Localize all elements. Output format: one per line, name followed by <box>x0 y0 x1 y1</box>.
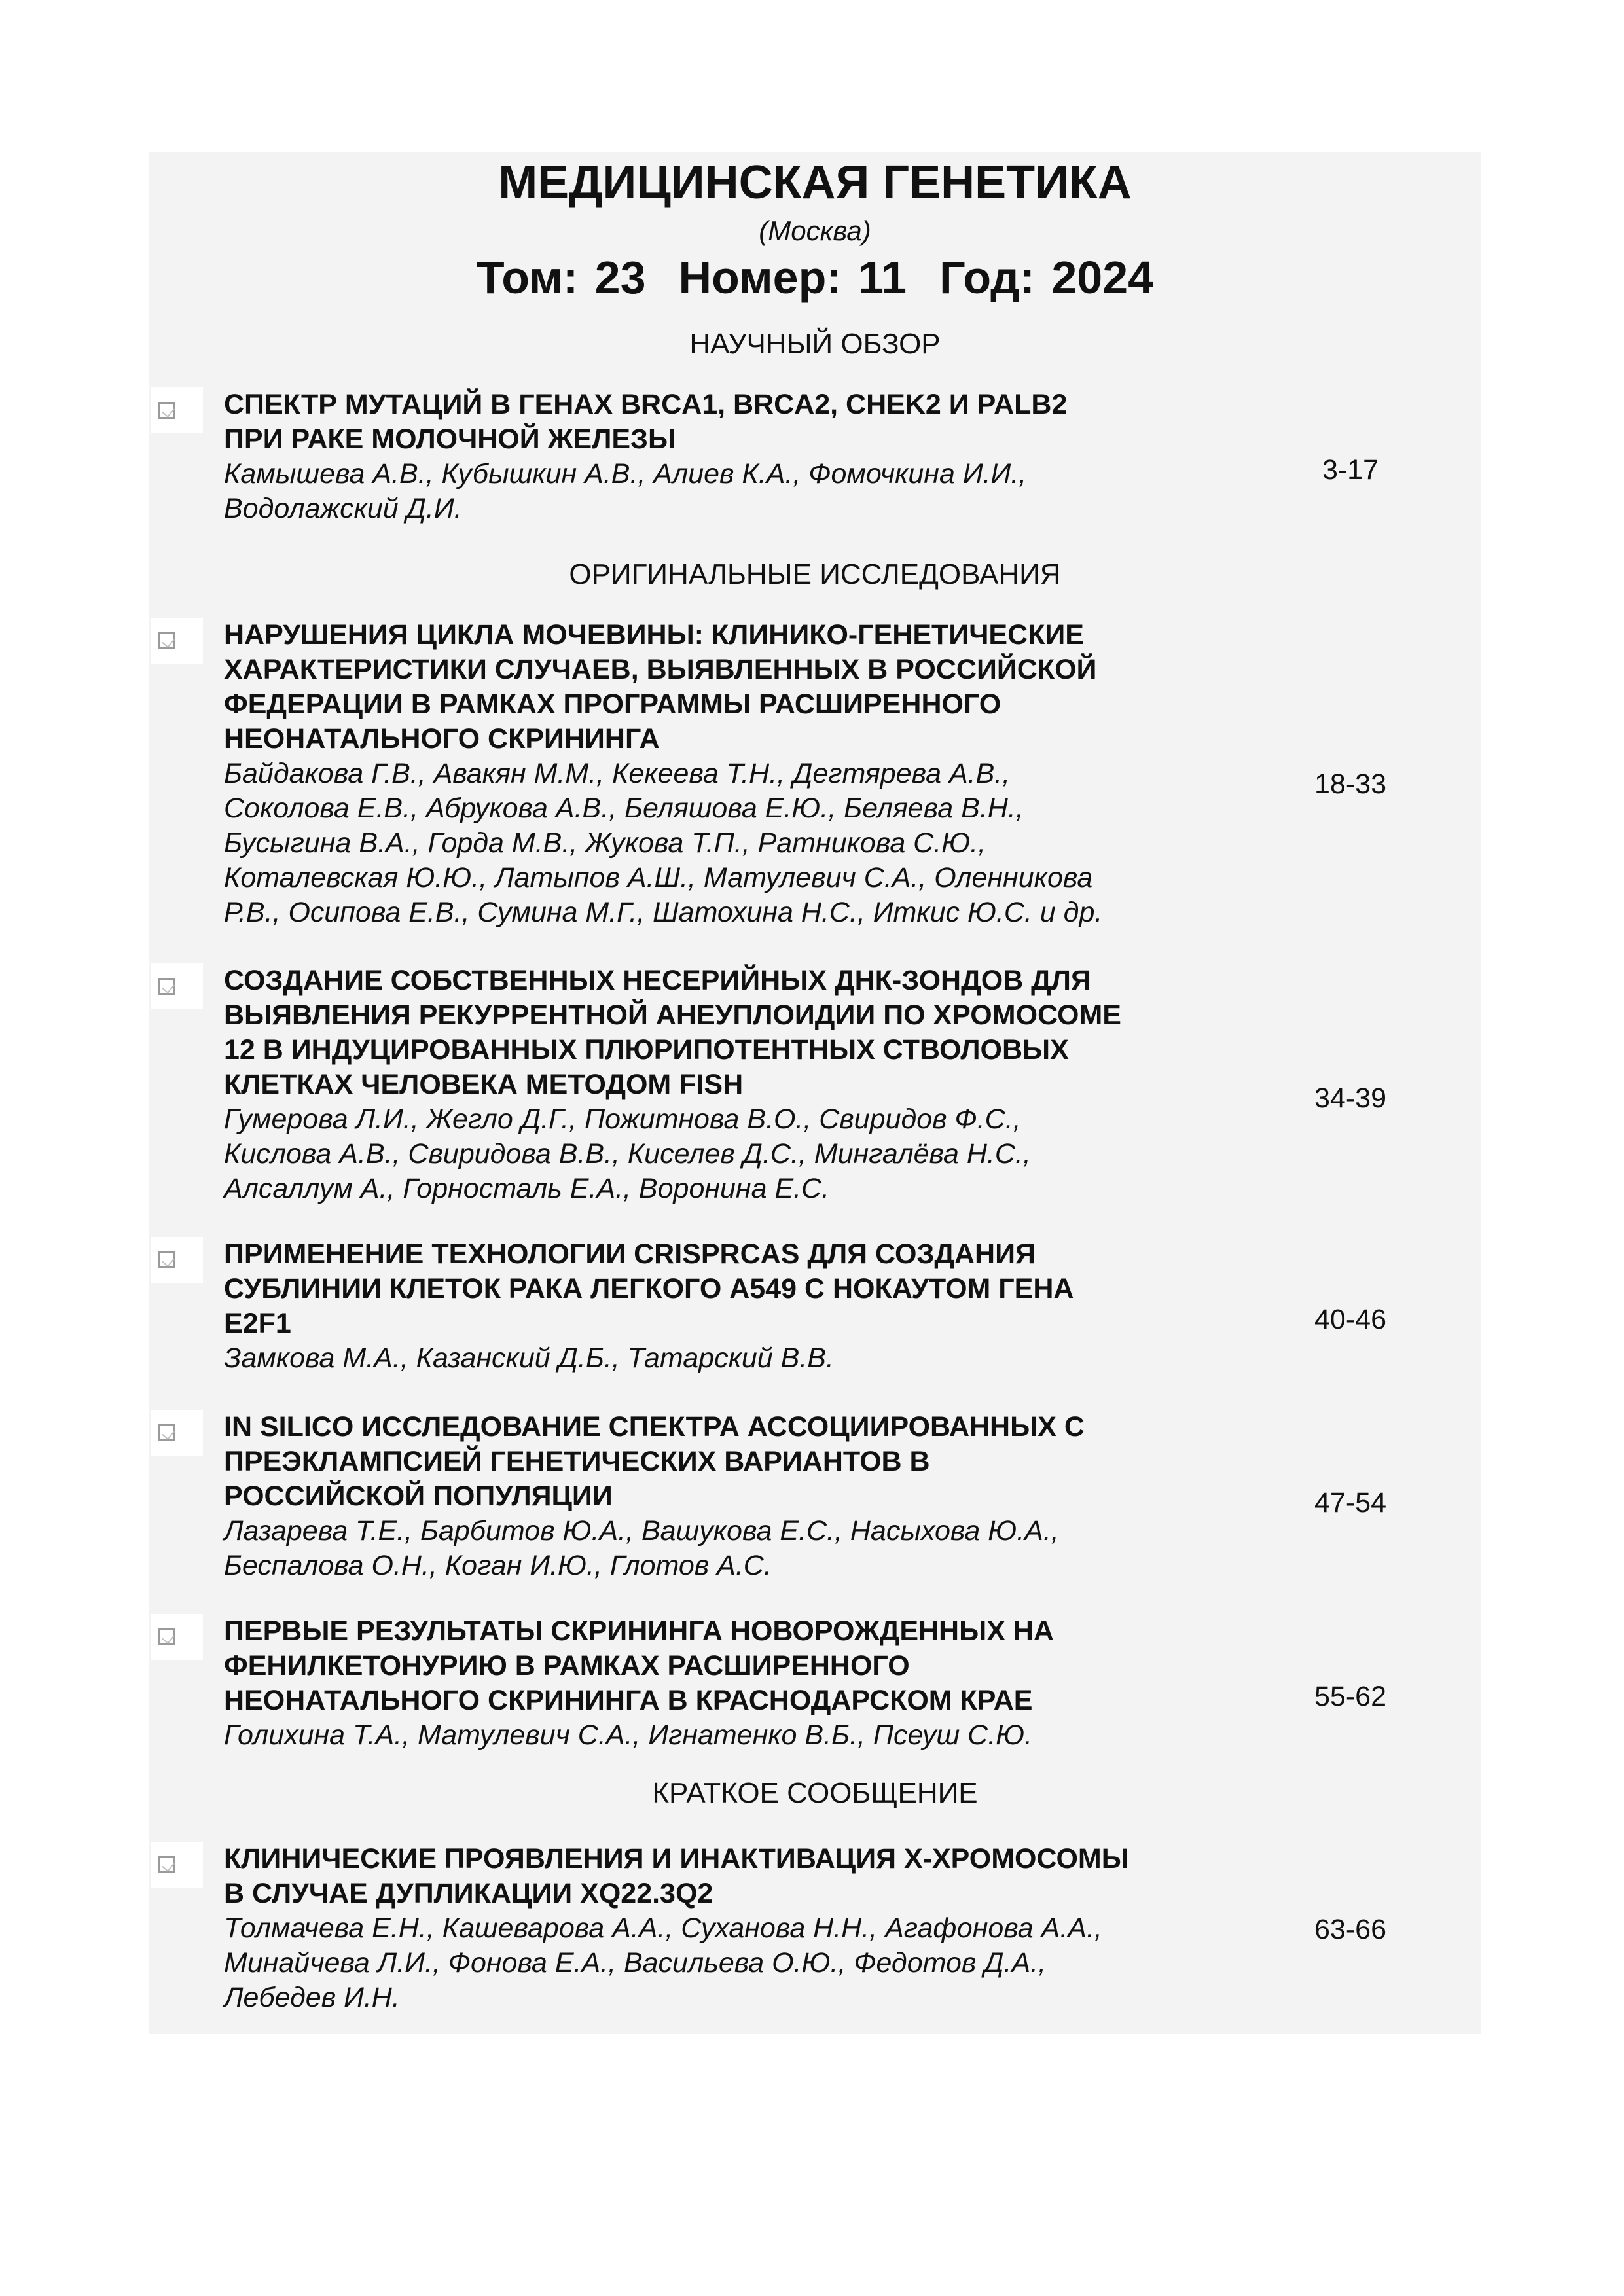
checkbox-icon[interactable] <box>158 402 175 419</box>
article-authors <box>224 1514 1369 1583</box>
section-heading-review: НАУЧНЫЙ ОБЗОР <box>689 328 941 360</box>
title-line: IN SILICO ИССЛЕДОВАНИЕ СПЕКТРА АССОЦИИРОВАННЫХ С <box>224 1411 1085 1443</box>
authors-line: Голихина Т.А., Матулевич С.А., Игнатенко В.Б., Псеуш С.Ю. <box>224 1719 1033 1751</box>
checkbox-area[interactable] <box>151 1842 203 1888</box>
title-line: ПЕРВЫЕ РЕЗУЛЬТАТЫ СКРИНИНГА НОВОРОЖДЕННЫХ НА <box>224 1615 1054 1647</box>
article-authors <box>224 1341 1369 1376</box>
authors-line: Соколова Е.В., Абрукова А.В., Беляшова Е.Ю., Беляева В.Н., <box>224 793 1024 824</box>
authors-line: Камышева А.В., Кубышкин А.В., Алиев К.А., Фомочкина И.И., <box>224 458 1027 490</box>
title-line: КЛИНИЧЕСКИЕ ПРОЯВЛЕНИЯ И ИНАКТИВАЦИЯ X-ХРОМОСОМЫ <box>224 1843 1129 1874</box>
article-pages: 40-46 <box>1314 1304 1386 1335</box>
checkbox-area[interactable] <box>151 618 203 664</box>
authors-line: Коталевская Ю.Ю., Латыпов А.Ш., Матулевич С.А., Оленникова <box>224 862 1093 893</box>
article-authors <box>224 1718 1369 1753</box>
article-pages: 34-39 <box>1314 1083 1386 1114</box>
title-line: ФЕНИЛКЕТОНУРИЮ В РАМКАХ РАСШИРЕННОГО <box>224 1650 910 1681</box>
title-line: ХАРАКТЕРИСТИКИ СЛУЧАЕВ, ВЫЯВЛЕННЫХ В РОССИЙСКОЙ <box>224 654 1097 685</box>
volume-label: Том: 23 <box>476 252 646 303</box>
authors-line: Р.В., Осипова Е.В., Сумина М.Г., Шатохина Н.С., Иткис Ю.С. и др. <box>224 897 1103 928</box>
article-authors <box>224 1102 1369 1206</box>
checkbox-icon[interactable] <box>158 1856 175 1873</box>
contents-panel <box>149 152 1481 2034</box>
checkbox-icon[interactable] <box>158 978 175 995</box>
article-pages: 55-62 <box>1314 1681 1386 1712</box>
article-pages: 47-54 <box>1314 1487 1386 1518</box>
title-line: 12 В ИНДУЦИРОВАННЫХ ПЛЮРИПОТЕНТНЫХ СТВОЛОВЫХ <box>224 1034 1069 1066</box>
journal-title: МЕДИЦИНСКАЯ ГЕНЕТИКА <box>498 156 1132 209</box>
issue-line <box>149 250 1481 305</box>
article-title[interactable] <box>224 1842 1369 1911</box>
checkbox-icon[interactable] <box>158 632 175 649</box>
authors-line: Минайчева Л.И., Фонова Е.А., Васильева О.Ю., Федотов Д.А., <box>224 1947 1047 1979</box>
number-label: Номер: 11 <box>678 252 907 303</box>
article-pages: 63-66 <box>1314 1914 1386 1945</box>
authors-line: Гумерова Л.И., Жегло Д.Г., Пожитнова В.О., Свиридов Ф.С., <box>224 1103 1021 1135</box>
checkbox-icon[interactable] <box>158 1251 175 1268</box>
checkbox-icon[interactable] <box>158 1424 175 1441</box>
article-authors <box>224 457 1369 526</box>
authors-line: Беспалова О.Н., Коган И.Ю., Глотов А.С. <box>224 1550 772 1581</box>
title-line: ПРИ РАКЕ МОЛОЧНОЙ ЖЕЛЕЗЫ <box>224 423 676 455</box>
authors-line: Толмачева Е.Н., Кашеварова А.А., Суханова Н.Н., Агафонова А.А., <box>224 1912 1102 1944</box>
title-line: ВЫЯВЛЕНИЯ РЕКУРРЕНТНОЙ АНЕУПЛОИДИИ ПО ХРОМОСОМЕ <box>224 999 1121 1031</box>
authors-line: Лазарева Т.Е., Барбитов Ю.А., Вашукова Е.С., Насыхова Ю.А., <box>224 1515 1059 1547</box>
article-title[interactable] <box>224 963 1369 1102</box>
section-heading-original: ОРИГИНАЛЬНЫЕ ИССЛЕДОВАНИЯ <box>569 558 1061 590</box>
checkbox-area[interactable] <box>151 1614 203 1660</box>
title-line: ПРИМЕНЕНИЕ ТЕХНОЛОГИИ CRISPRCAS ДЛЯ СОЗДАНИЯ <box>224 1238 1036 1270</box>
checkbox-area[interactable] <box>151 387 203 433</box>
authors-line: Водолажский Д.И. <box>224 493 462 524</box>
authors-line: Лебедев И.Н. <box>224 1982 400 2013</box>
title-line: НЕОНАТАЛЬНОГО СКРИНИНГА В КРАСНОДАРСКОМ КРАЕ <box>224 1685 1033 1716</box>
title-line: НАРУШЕНИЯ ЦИКЛА МОЧЕВИНЫ: КЛИНИКО-ГЕНЕТИЧЕСКИЕ <box>224 619 1084 651</box>
journal-city: (Москва) <box>759 215 871 246</box>
section-heading-brief: КРАТКОЕ СООБЩЕНИЕ <box>652 1777 978 1809</box>
checkbox-icon[interactable] <box>158 1628 175 1645</box>
title-line: В СЛУЧАЕ ДУПЛИКАЦИИ XQ22.3Q2 <box>224 1878 713 1909</box>
article-title[interactable] <box>224 618 1369 757</box>
article-authors <box>224 757 1369 930</box>
article-title[interactable] <box>224 1614 1369 1718</box>
article-title[interactable] <box>224 387 1369 457</box>
title-line: ПРЕЭКЛАМПСИЕЙ ГЕНЕТИЧЕСКИХ ВАРИАНТОВ В <box>224 1446 930 1477</box>
authors-line: Бусыгина В.А., Горда М.В., Жукова Т.П., Ратникова С.Ю., <box>224 827 986 859</box>
year-label: Год: 2024 <box>939 252 1154 303</box>
authors-line: Кислова А.В., Свиридова В.В., Киселев Д.С., Мингалёва Н.С., <box>224 1138 1031 1170</box>
title-line: СПЕКТР МУТАЦИЙ В ГЕНАХ BRCA1, BRCA2, CHEK2 И PALB2 <box>224 389 1068 420</box>
title-line: СОЗДАНИЕ СОБСТВЕННЫХ НЕСЕРИЙНЫХ ДНК-ЗОНДОВ ДЛЯ <box>224 965 1091 996</box>
checkbox-area[interactable] <box>151 1410 203 1456</box>
article-authors <box>224 1911 1369 2015</box>
title-line: КЛЕТКАХ ЧЕЛОВЕКА МЕТОДОМ FISH <box>224 1069 744 1100</box>
article-pages: 3-17 <box>1322 454 1379 486</box>
authors-line: Алсаллум А., Горносталь Е.А., Воронина Е.С. <box>224 1173 830 1204</box>
title-line: НЕОНАТАЛЬНОГО СКРИНИНГА <box>224 723 660 755</box>
checkbox-area[interactable] <box>151 1237 203 1283</box>
article-title[interactable] <box>224 1410 1369 1514</box>
authors-line: Замкова М.А., Казанский Д.Б., Татарский В.В. <box>224 1342 834 1374</box>
title-line: СУБЛИНИИ КЛЕТОК РАКА ЛЕГКОГО А549 С НОКАУТОМ ГЕНА <box>224 1273 1074 1304</box>
title-line: E2F1 <box>224 1308 291 1339</box>
checkbox-area[interactable] <box>151 963 203 1009</box>
title-line: РОССИЙСКОЙ ПОПУЛЯЦИИ <box>224 1480 613 1512</box>
article-pages: 18-33 <box>1314 768 1386 800</box>
title-line: ФЕДЕРАЦИИ В РАМКАХ ПРОГРАММЫ РАСШИРЕННОГО <box>224 689 1001 720</box>
authors-line: Байдакова Г.В., Авакян М.М., Кекеева Т.Н., Дегтярева А.В., <box>224 758 1011 789</box>
article-title[interactable] <box>224 1237 1369 1341</box>
